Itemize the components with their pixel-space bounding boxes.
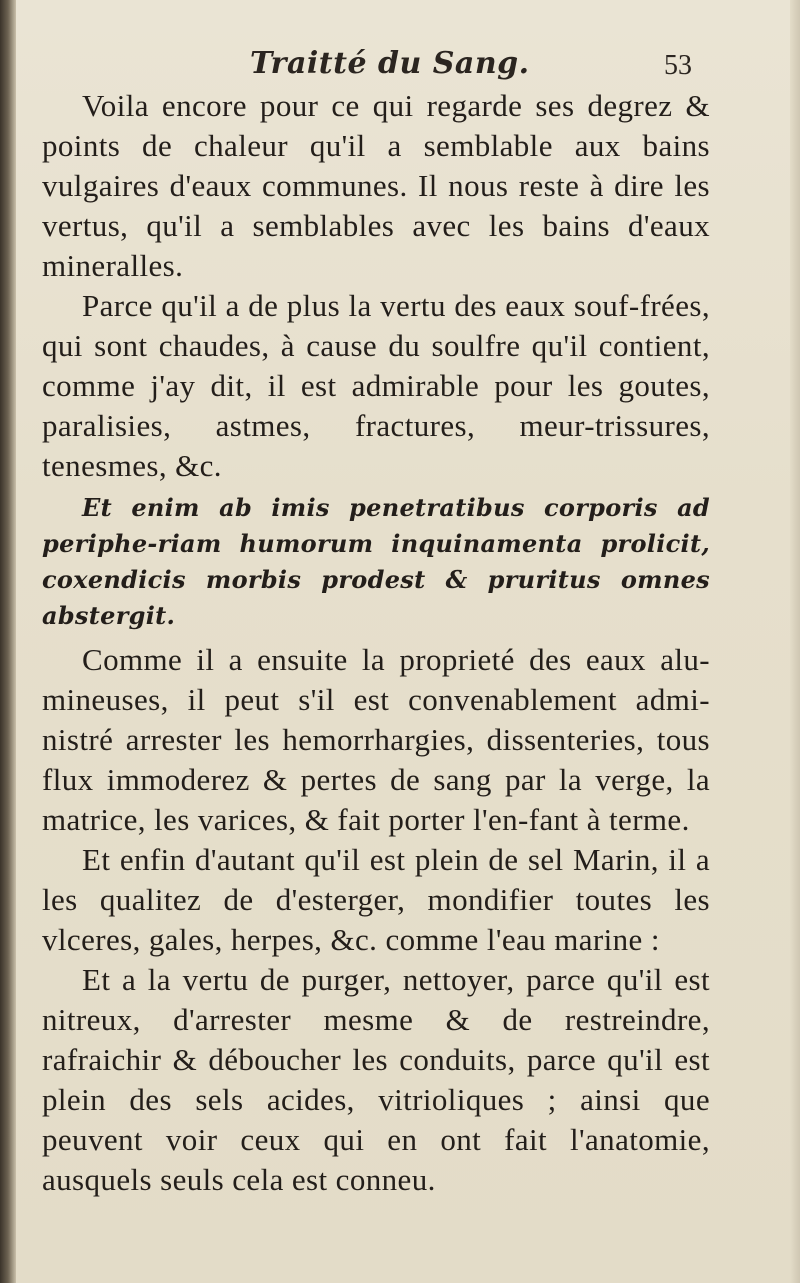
running-title: Traitté du Sang. (250, 46, 530, 81)
paragraph-3: Comme il a ensuite la proprieté des eaux alu-mineuses, il peut s'il est convenablement admi-nistré arrester les hemorrhargies, dissenteries, tous flux immoderez & pertes de sang par la verge, la matrice, les varices, & fait porter l'en-fant à terme. (42, 642, 710, 837)
page-outer-edge (790, 0, 800, 1283)
paragraph-1: Voila encore pour ce qui regarde ses degrez & points de chaleur qu'il a semblable aux bains vulgaires d'eaux communes. Il nous reste à dire les vertus, qu'il a semblables avec les bains d'eaux mineralles. (42, 88, 710, 283)
page-binding-edge (0, 0, 16, 1283)
paragraph-5: Et a la vertu de purger, nettoyer, parce qu'il est nitreux, d'arrester mesme & de restreindre, rafraichir & déboucher les conduits, parce qu'il est plein des sels acides, vitrioliques ; ainsi que peuvent voir ceux qui en ont fait l'anatomie, ausquels seuls cela est conneu. (42, 962, 710, 1197)
page-body (42, 86, 710, 1200)
paragraph-2: Parce qu'il a de plus la vertu des eaux souf-frées, qui sont chaudes, à cause du soulfre qu'il contient, comme j'ay dit, il est admirable pour les goutes, paralisies, astmes, fractures, meur-trissures, tenesmes, &c. (42, 288, 710, 483)
paragraph-4: Et enfin d'autant qu'il est plein de sel Marin, il a les qualitez de d'esterger, mondifier toutes les vlceres, gales, herpes, &c. comme l'eau marine : (42, 842, 710, 957)
page-number: 53 (664, 50, 692, 81)
latin-quotation: Et enim ab imis penetratibus corporis ad periphe-riam humorum inquinamenta prolicit, coxendicis morbis prodest & pruritus omnes abstergit. (42, 493, 710, 630)
